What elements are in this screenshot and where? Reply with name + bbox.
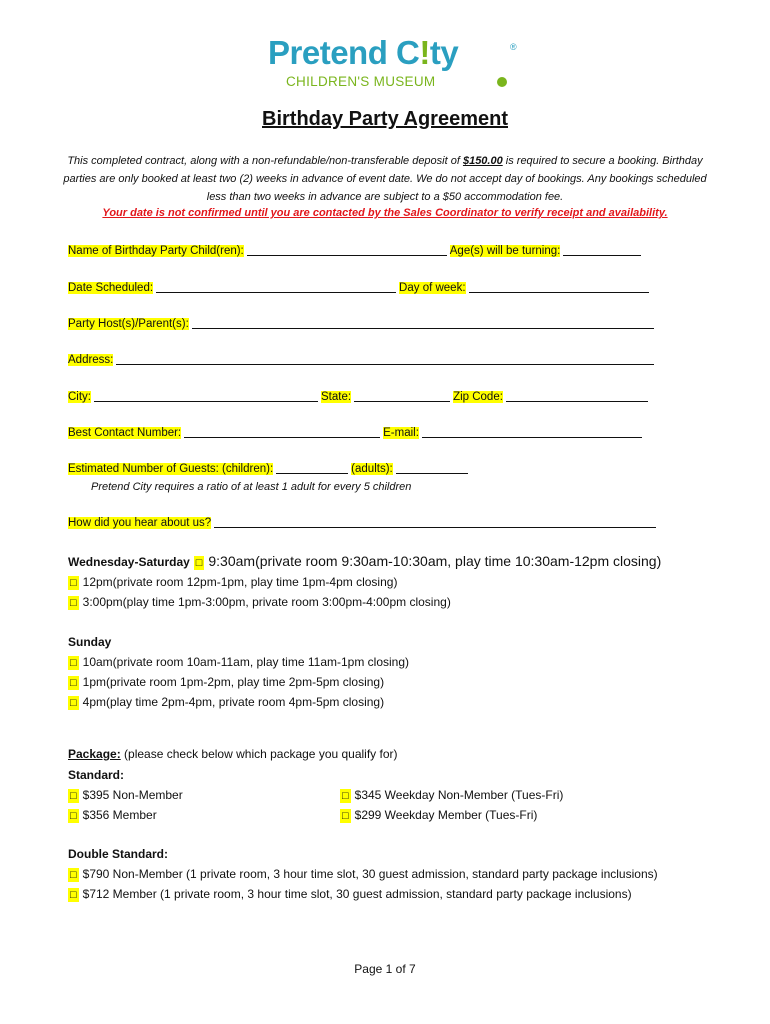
sunday-row-3 bbox=[68, 694, 384, 710]
weekday-option-930: 9:30am(private room 9:30am-10:30am, play time 10:30am-12pm closing) bbox=[208, 553, 662, 569]
email-field[interactable] bbox=[422, 425, 642, 438]
weekday-option-12pm: 12pm(private room 12pm-1pm, play time 1pm-4pm closing) bbox=[82, 575, 398, 589]
double-non-member-label: $790 Non-Member (1 private room, 3 hour time slot, 30 guest admission, standard party package inclusions) bbox=[82, 867, 658, 881]
weekday-member-label: $299 Weekday Member (Tues-Fri) bbox=[354, 808, 538, 822]
sunday-option-10am: 10am(private room 10am-11am, play time 11am-1pm closing) bbox=[82, 655, 410, 669]
package-label: Package: bbox=[68, 747, 121, 761]
weekday-row-3 bbox=[68, 594, 451, 610]
intro-text-before: This completed contract, along with a non-refundable/non-transferable deposit of bbox=[67, 155, 463, 167]
weekday-heading: Wednesday-Saturday bbox=[68, 555, 190, 569]
page-number: Page 1 of 7 bbox=[354, 962, 416, 976]
logo-subtitle: CHILDREN'S MUSEUM bbox=[286, 74, 436, 89]
logo-text-after: ty bbox=[429, 34, 459, 71]
best-contact-field[interactable] bbox=[184, 425, 380, 438]
pretend-city-logo bbox=[268, 34, 518, 96]
weekday-option-3pm: 3:00pm(play time 1pm-3:00pm, private room 3:00pm-4:00pm closing) bbox=[82, 595, 451, 609]
confirmation-notice: Your date is not confirmed until you are contacted by the Sales Coordinator to verify receipt and availability. bbox=[102, 207, 668, 219]
guests-children-label: Estimated Number of Guests: (children): bbox=[68, 463, 274, 475]
checkbox-sunday-1pm[interactable]: □ bbox=[70, 677, 77, 689]
double-option-member bbox=[68, 886, 632, 902]
state-label: State: bbox=[321, 391, 352, 403]
city-row bbox=[68, 389, 651, 405]
checkbox-weekday-member[interactable]: □ bbox=[342, 810, 349, 822]
standard-heading: Standard: bbox=[68, 768, 125, 782]
standard-option-weekday-non-member bbox=[340, 787, 563, 803]
standard-option-weekday-member bbox=[340, 807, 537, 823]
hear-about-row bbox=[68, 515, 659, 531]
email-label: E-mail: bbox=[383, 427, 419, 439]
double-member-label: $712 Member (1 private room, 3 hour time slot, 30 guest admission, standard party package inclusions) bbox=[82, 887, 632, 901]
day-of-week-field[interactable] bbox=[469, 280, 649, 293]
state-field[interactable] bbox=[354, 389, 450, 402]
checkbox-standard-non-member[interactable]: □ bbox=[70, 790, 77, 802]
sunday-option-1pm: 1pm(private room 1pm-2pm, play time 2pm-5pm closing) bbox=[82, 675, 385, 689]
child-name-row bbox=[68, 243, 644, 259]
logo-text-before: Pretend C bbox=[268, 34, 420, 71]
date-row bbox=[68, 280, 652, 296]
child-name-label: Name of Birthday Party Child(ren): bbox=[68, 245, 244, 257]
zip-label: Zip Code: bbox=[453, 391, 503, 403]
hear-about-field[interactable] bbox=[214, 515, 656, 528]
party-host-row bbox=[68, 316, 657, 332]
city-field[interactable] bbox=[94, 389, 318, 402]
party-host-field[interactable] bbox=[192, 316, 654, 329]
page-title: Birthday Party Agreement bbox=[262, 108, 508, 130]
checkbox-weekday-12pm[interactable]: □ bbox=[70, 577, 77, 589]
guests-adults-field[interactable] bbox=[396, 461, 468, 474]
weekday-row-1 bbox=[68, 553, 661, 570]
best-contact-label: Best Contact Number: bbox=[68, 427, 182, 439]
age-label: Age(s) will be turning: bbox=[449, 245, 561, 257]
weekday-row-2 bbox=[68, 574, 397, 590]
address-row bbox=[68, 352, 657, 368]
intro-text-after: is required to secure a booking. Birthday parties are only booked at least two (2) weeks in advance of event date. We do not accept day of bookings. Any bookings scheduled less than two weeks in advance are subject to a $50 accommodation fee. bbox=[63, 155, 707, 203]
sunday-row-2 bbox=[68, 674, 384, 690]
date-scheduled-field[interactable] bbox=[156, 280, 396, 293]
ratio-note: Pretend City requires a ratio of at least 1 adult for every 5 children bbox=[91, 481, 412, 493]
standard-non-member-label: $395 Non-Member bbox=[82, 788, 183, 802]
logo-wordmark bbox=[268, 34, 458, 72]
checkbox-weekday-non-member[interactable]: □ bbox=[342, 790, 349, 802]
logo-dot-icon bbox=[497, 77, 507, 87]
address-label: Address: bbox=[68, 354, 114, 366]
double-option-non-member bbox=[68, 866, 658, 882]
double-standard-heading: Double Standard: bbox=[68, 847, 169, 861]
logo-exclamation: ! bbox=[419, 34, 430, 71]
standard-option-non-member bbox=[68, 787, 183, 803]
guests-adults-label: (adults): bbox=[351, 463, 393, 475]
standard-option-member bbox=[68, 807, 157, 823]
child-name-field[interactable] bbox=[247, 243, 447, 256]
weekday-non-member-label: $345 Weekday Non-Member (Tues-Fri) bbox=[354, 788, 564, 802]
zip-field[interactable] bbox=[506, 389, 648, 402]
checkbox-double-member[interactable]: □ bbox=[70, 889, 77, 901]
checkbox-sunday-10am[interactable]: □ bbox=[70, 657, 77, 669]
guests-row bbox=[68, 461, 471, 477]
contact-row bbox=[68, 425, 645, 441]
sunday-row-1 bbox=[68, 654, 409, 670]
guests-children-field[interactable] bbox=[276, 461, 348, 474]
checkbox-weekday-930[interactable]: □ bbox=[195, 557, 203, 569]
checkbox-standard-member[interactable]: □ bbox=[70, 810, 77, 822]
address-field[interactable] bbox=[116, 352, 654, 365]
package-row bbox=[68, 746, 398, 762]
package-instruction: (please check below which package you qualify for) bbox=[120, 747, 398, 761]
checkbox-double-non-member[interactable]: □ bbox=[70, 869, 77, 881]
registered-mark: ® bbox=[510, 42, 517, 52]
deposit-amount: $150.00 bbox=[462, 155, 503, 167]
sunday-option-4pm: 4pm(play time 2pm-4pm, private room 4pm-5pm closing) bbox=[82, 695, 385, 709]
checkbox-sunday-4pm[interactable]: □ bbox=[70, 697, 77, 709]
sunday-heading: Sunday bbox=[68, 635, 112, 649]
city-label: City: bbox=[68, 391, 91, 403]
standard-member-label: $356 Member bbox=[82, 808, 157, 822]
checkbox-weekday-3pm[interactable]: □ bbox=[70, 597, 77, 609]
hear-about-label: How did you hear about us? bbox=[68, 517, 212, 529]
age-field[interactable] bbox=[563, 243, 641, 256]
date-scheduled-label: Date Scheduled: bbox=[68, 282, 154, 294]
day-of-week-label: Day of week: bbox=[399, 282, 466, 294]
intro-paragraph bbox=[60, 152, 710, 206]
party-host-label: Party Host(s)/Parent(s): bbox=[68, 318, 189, 330]
